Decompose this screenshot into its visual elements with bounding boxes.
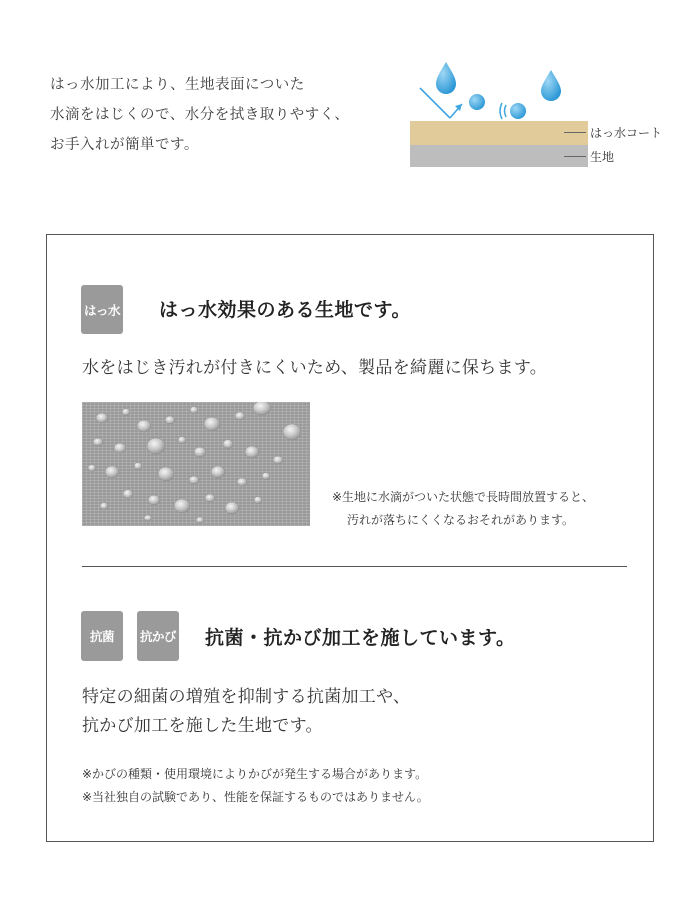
antibacterial-badge: 抗菌 xyxy=(81,611,123,661)
water-repellent-note-2: 汚れが落ちにくくなるおそれがあります。 xyxy=(347,513,575,527)
fabric-layer xyxy=(410,145,588,167)
antibacterial-note-1: ※かびの種類・使用環境によりかびが発生する場合があります。 xyxy=(82,767,428,781)
intro-line: お手入れが簡単です。 xyxy=(50,137,199,153)
intro-text xyxy=(50,70,349,160)
antibacterial-note-2: ※当社独自の試験であり、性能を保証するものではありません。 xyxy=(82,790,429,804)
antifungal-badge: 抗かび xyxy=(137,611,179,661)
fabric-label: 生地 xyxy=(590,150,615,164)
antibacterial-description-2: 抗かび加工を施した生地です。 xyxy=(82,716,323,736)
coat-label: はっ水コート xyxy=(590,126,663,140)
water-repellent-badge: はっ水 xyxy=(81,285,123,334)
water-drops-icon xyxy=(410,58,590,128)
water-repellent-description: 水をはじき汚れが付きにくいため、製品を綺麗に保ちます。 xyxy=(82,358,548,378)
antibacterial-description-1: 特定の細菌の増殖を抑制する抗菌加工や、 xyxy=(82,687,411,707)
section-divider xyxy=(82,566,627,567)
water-repellent-diagram xyxy=(410,58,700,178)
intro-line: はっ水加工により、生地表面についた xyxy=(50,77,305,93)
coat-layer xyxy=(410,121,588,145)
water-repellent-note-1: ※生地に水滴がついた状態で長時間放置すると、 xyxy=(332,490,595,504)
coat-leader-line xyxy=(564,132,586,133)
antibacterial-heading: 抗菌・抗かび加工を施しています。 xyxy=(205,627,516,649)
intro-line: 水滴をはじくので、水分を拭き取りやすく、 xyxy=(50,107,350,123)
water-drops-fabric-photo xyxy=(82,402,310,526)
water-repellent-heading: はっ水効果のある生地です。 xyxy=(159,299,411,321)
fabric-leader-line xyxy=(564,156,586,157)
features-box xyxy=(46,234,654,842)
